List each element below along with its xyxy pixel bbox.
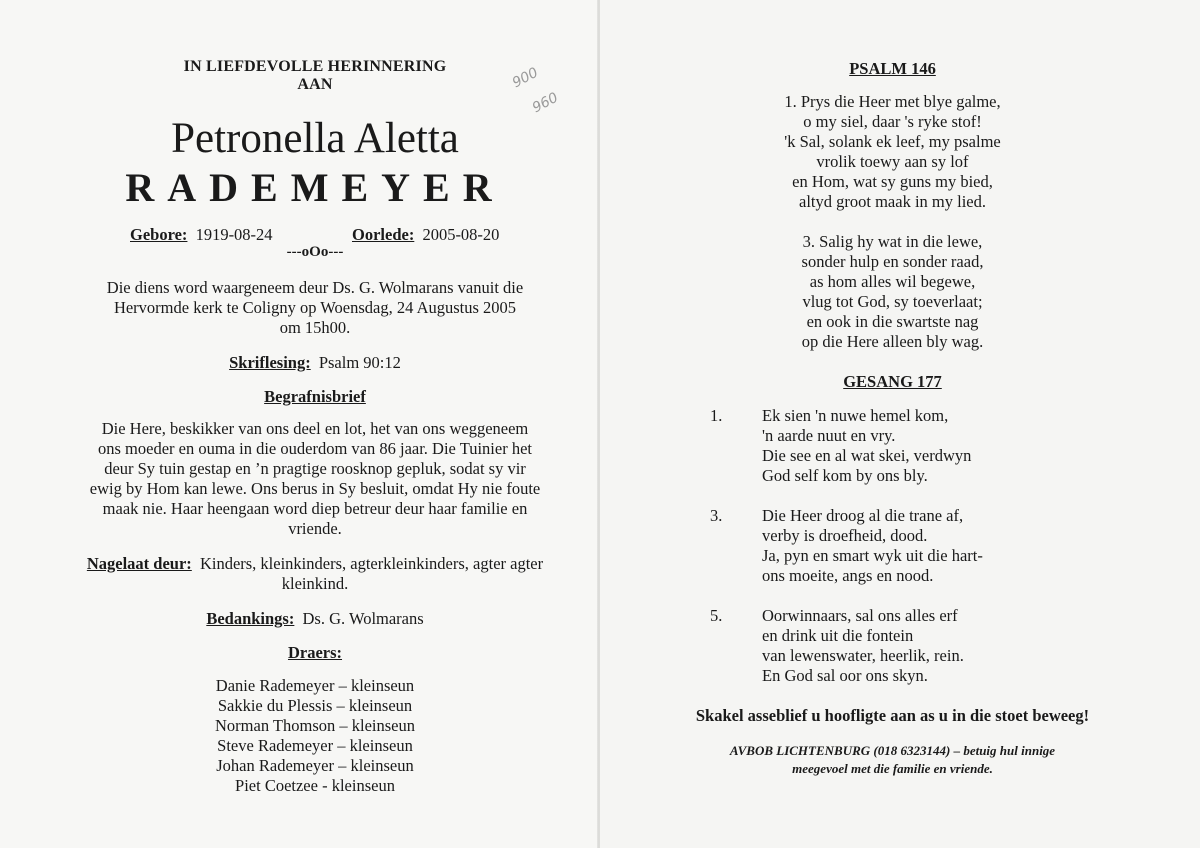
pencil-note-1: 900 [509,64,541,92]
survived-by-line1: Kinders, kleinkinders, agterkleinkinders, agter agter [199,554,544,573]
scripture-reading-value: Psalm 90:12 [318,353,401,372]
bearer-item: Piet Coetzee - kleinseun [235,776,395,795]
died-row [352,225,499,245]
gesang-verse-5 [710,606,1110,686]
psalm-line: altyd groot maak in my lied. [799,192,986,211]
bearer-item: Danie Rademeyer – kleinseun [215,676,415,695]
psalm-line: 3. Salig hy wat in die lewe, [802,232,983,251]
bearers-heading: Draers: [287,643,343,662]
obituary-line: ons moeder en ouma in die ouderdom van 86 jaar. Die Tuinier het [98,439,532,458]
scripture-reading-label: Skriflesing: [229,353,311,372]
deceased-surname: RADEMEYER [125,165,505,210]
verse-number: 1. [710,406,723,425]
service-details [0,278,630,338]
obituary-heading: Begrafnisbrief [264,387,366,406]
thanks-label: Bedankings: [206,609,295,628]
verse-line: Oorwinnaars, sal ons alles erf [762,606,958,625]
left-page [0,0,598,848]
thanks-value: Ds. G. Wolmarans [302,609,424,628]
psalm-line: en Hom, wat sy guns my bied, [792,172,993,191]
in-memory-line2: AAN [297,76,333,93]
psalm-line: en ook in die swartste nag [806,312,979,331]
bearer-item: Sakkie du Plessis – kleinseun [217,696,413,715]
service-line-2: Hervormde kerk te Coligny op Woensdag, 24 Augustus 2005 [113,298,517,317]
psalm-line: op die Here alleen bly wag. [801,332,984,351]
obituary-text [0,419,630,539]
in-memory-line1: IN LIEFDEVOLLE HERINNERING [183,58,447,75]
obituary-line: Die Here, beskikker van ons deel en lot, het van ons weggeneem [101,419,529,438]
verse-line: God self kom by ons bly. [762,466,928,485]
bearer-item: Johan Rademeyer – kleinseun [216,756,414,775]
died-label: Oorlede: [352,225,415,244]
verse-line: 'n aarde nuut en vry. [762,426,896,445]
avbob-line1: AVBOB LICHTENBURG (018 6323144) – betuig hul innige [729,743,1056,758]
avbob-condolence [600,742,1185,778]
gesang-verse-3 [710,506,1110,586]
verse-lines [762,406,971,486]
verse-line: Die Heer droog al die trane af, [762,506,964,525]
obituary-line: maak nie. Haar heengaan word diep betreur deur haar familie en [102,499,528,518]
psalm-verse-1 [600,92,1185,212]
verse-line: ons moeite, angs en nood. [762,566,934,585]
verse-line: Die see en al wat skei, verdwyn [762,446,972,465]
verse-line: verby is droefheid, dood. [762,526,928,545]
died-date: 2005-08-20 [422,225,500,244]
bearer-item: Steve Rademeyer – kleinseun [217,736,413,755]
scripture-reading-row [0,353,630,373]
verse-line: Ek sien 'n nuwe hemel kom, [762,406,949,425]
service-line-1: Die diens word waargeneem deur Ds. G. Wolmarans vanuit die [106,278,524,297]
psalm-line: 1. Prys die Heer met blye galme, [784,92,1001,111]
thanks-row [0,609,630,629]
psalm-line: vlug tot God, sy toeverlaat; [802,292,983,311]
verse-line: En God sal oor ons skyn. [762,666,928,685]
born-row [130,225,273,245]
verse-number: 5. [710,606,723,625]
psalm-line: vrolik toewy aan sy lof [816,152,969,171]
gesang-verse-1 [710,406,1110,486]
deceased-first-names: Petronella Aletta [171,115,459,162]
verse-lines [762,506,983,586]
psalm-line: 'k Sal, solank ek leef, my psalme [784,132,1001,151]
psalm-line: sonder hulp en sonder raad, [801,252,984,271]
born-date: 1919-08-24 [195,225,273,244]
born-label: Gebore: [130,225,188,244]
gesang-heading: GESANG 177 [843,372,942,391]
verse-lines [762,606,964,686]
headlights-notice: Skakel asseblief u hoofligte aan as u in die stoet beweeg! [695,706,1090,725]
psalm-heading: PSALM 146 [849,59,936,78]
bearers-list [0,676,630,796]
psalm-line: o my siel, daar 's ryke stof! [803,112,982,131]
obituary-line: deur Sy tuin gestap en ’n pragtige roosknop gepluk, sodat sy vir [104,459,526,478]
survived-by-row [0,554,630,594]
avbob-line2: meegevoel met die familie en vriende. [792,761,993,776]
obituary-line: vriende. [288,519,342,538]
verse-line: van lewenswater, heerlik, rein. [762,646,964,665]
verse-line: Ja, pyn en smart wyk uit die hart- [762,546,983,565]
psalm-verse-3 [600,232,1185,352]
pencil-note-2: 960 [529,89,561,117]
obituary-line: ewig by Hom kan lewe. Ons berus in Sy besluit, omdat Hy nie foute [89,479,541,498]
service-line-3: om 15h00. [279,318,351,337]
bearer-item: Norman Thomson – kleinseun [215,716,415,735]
verse-line: en drink uit die fontein [762,626,914,645]
right-page [600,0,1200,848]
psalm-line: as hom alles wil begewe, [809,272,976,291]
verse-number: 3. [710,506,723,525]
survived-by-label: Nagelaat deur: [86,554,192,573]
survived-by-line2: kleinkind. [281,574,349,593]
separator: ---oOo--- [286,244,344,260]
